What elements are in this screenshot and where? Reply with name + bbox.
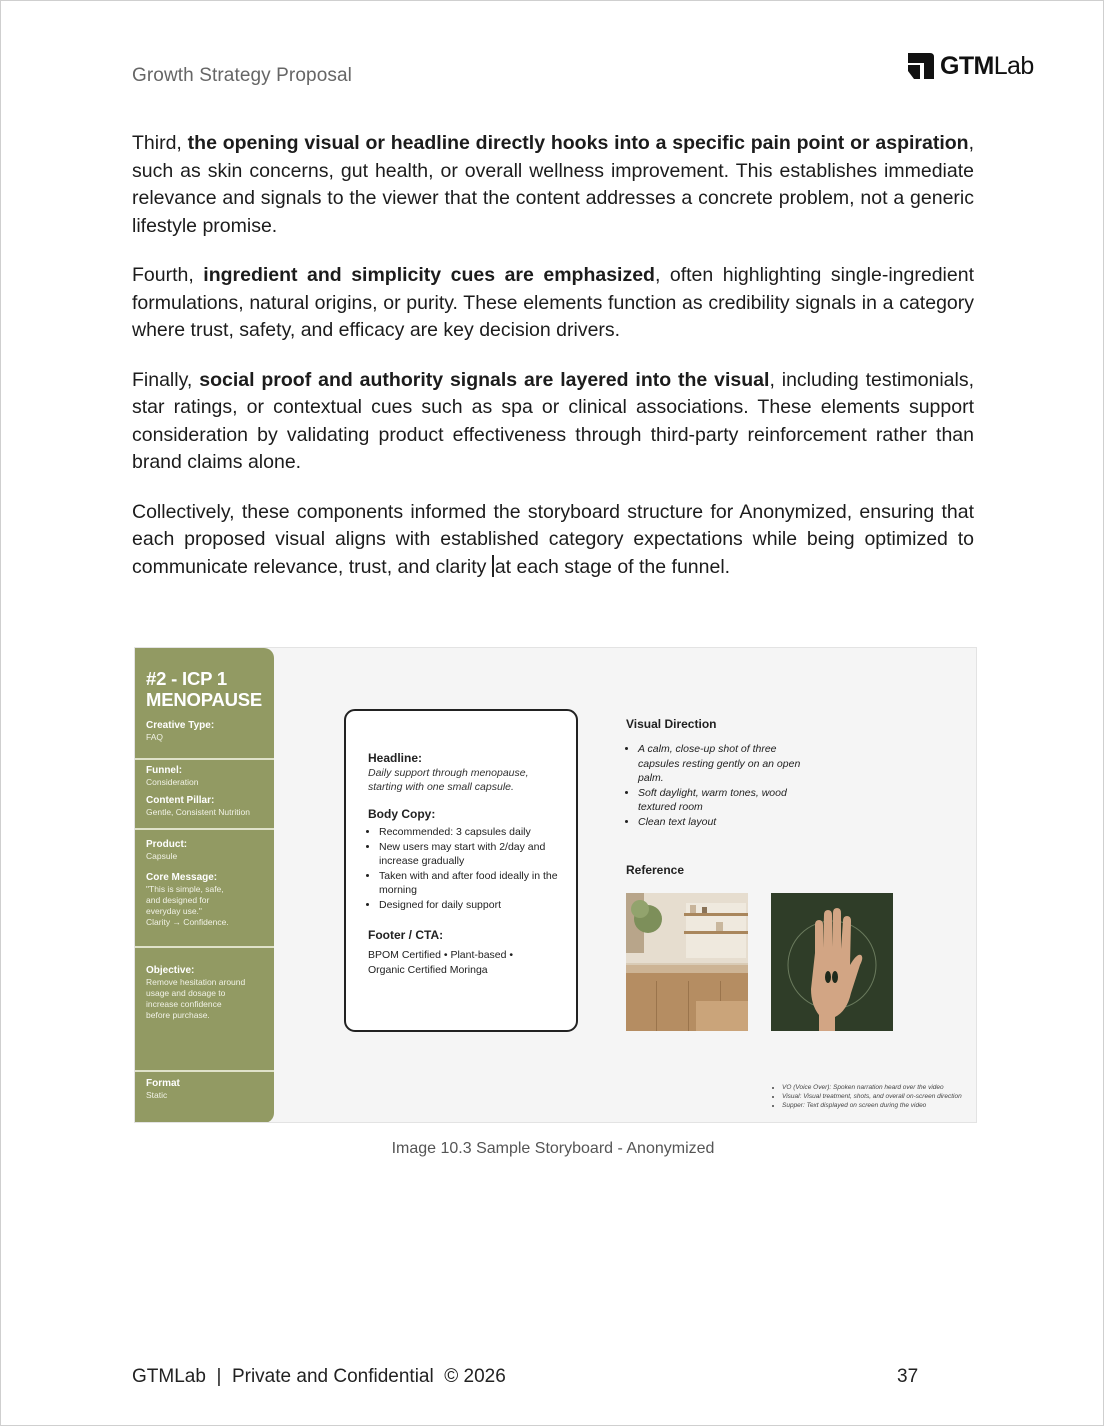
reference-kitchen-image [626,893,748,1031]
card-headline-line: Daily support through menopause, [368,767,529,779]
card-headline-line: starting with one small capsule. [368,781,514,793]
gtmlab-logo-icon [906,51,936,81]
storyboard-image [134,647,977,1123]
sidebar-divider [135,828,274,830]
core-message: Core Message: "This is simple, safe, and designed for everyday use." Clarity → Confidence. [146,872,229,927]
body-text [132,130,974,603]
storyboard-sidebar [135,648,274,1123]
paragraph-collectively[interactable]: Collectively, these components informed the storyboard structure for Anonymized, ensuring that each proposed visual aligns with established category expectations while being optimized to communicate relevance, trust, and clarity at each stage of the funnel. [132,500,974,578]
list-item: • Taken with and after food ideally in the morning [379,869,564,898]
storyboard-phone-card [344,709,578,1032]
paragraph-finally: Finally, social proof and authority signals are layered into the visual, including testimonials, star ratings, or contextual cues such as spa or clinical associations. These elements support consideration by validating product effectiveness through third-party reinforcement rather than brand claims alone. [132,368,974,473]
visual-direction-list [626,742,816,829]
sidebar-divider [135,758,274,760]
list-item: • VO (Voice Over): Spoken narration heard over the video [782,1083,962,1092]
product: Product: Capsule [146,839,188,861]
creative-type: Creative Type: FAQ [146,720,215,742]
image-caption: Image 10.3 Sample Storyboard - Anonymized [391,1140,715,1157]
content-pillar: Content Pillar: Gentle, Consistent Nutrition [146,795,250,817]
sidebar-divider [135,946,274,948]
list-item: • Supper: Text displayed on screen during the video [782,1101,962,1110]
list-item: • Clean text layout [638,815,816,830]
list-item: • Recommended: 3 capsules daily [379,825,564,840]
page-number: 37 [897,1366,919,1387]
reference-label: Reference [626,863,685,877]
funnel: Funnel: Consideration [146,765,199,787]
footer-text: GTMLab | Private and Confidential © 2026 [132,1366,506,1387]
card-footer-line: BPOM Certified • Plant-based • [368,949,514,961]
gtmlab-logo [906,51,1034,81]
paragraph-fourth: Fourth, ingredient and simplicity cues are emphasized, often highlighting single-ingredient formulations, natural origins, or purity. These elements function as credibility signals in a category where trust, safety, and efficacy are key decision drivers. [132,264,974,341]
format: Format Static [146,1078,180,1100]
list-item: • Visual: Visual treatment, shots, and overall on-screen direction [782,1092,962,1101]
objective: Objective: Remove hesitation around usage and dosage to increase confidence before purchase. [146,965,246,1020]
card-footer-label: Footer / CTA: [368,928,444,942]
header-title: Growth Strategy Proposal [132,65,352,86]
card-body-list [368,825,564,912]
storyboard-title: #2 - ICP 1 MENOPAUSE [146,668,263,710]
list-item: • New users may start with 2/day and increase gradually [379,840,564,869]
list-item: • A calm, close-up shot of three capsules resting gently on an open palm. [638,742,816,786]
visual-direction [626,717,816,829]
text-cursor [492,555,494,577]
visual-direction-label: Visual Direction [626,717,717,731]
sidebar-divider [135,1070,274,1072]
card-footer-line: Organic Certified Moringa [368,963,488,976]
reference-palm-image [771,893,893,1031]
logo-text: GTMLab [940,51,1034,80]
storyboard-notes [773,1083,962,1110]
list-item: • Soft daylight, warm tones, wood textured room [638,786,816,815]
card-body-label: Body Copy: [368,807,436,821]
list-item: • Designed for daily support [379,898,564,913]
card-headline-label: Headline: [368,751,423,765]
paragraph-third: Third, the opening visual or headline directly hooks into a specific pain point or aspiration, such as skin concerns, gut health, or overall wellness improvement. This establishes immediate relevance and signals to the viewer that the content addresses a concrete problem, not a generic lifestyle promise. [132,132,975,237]
